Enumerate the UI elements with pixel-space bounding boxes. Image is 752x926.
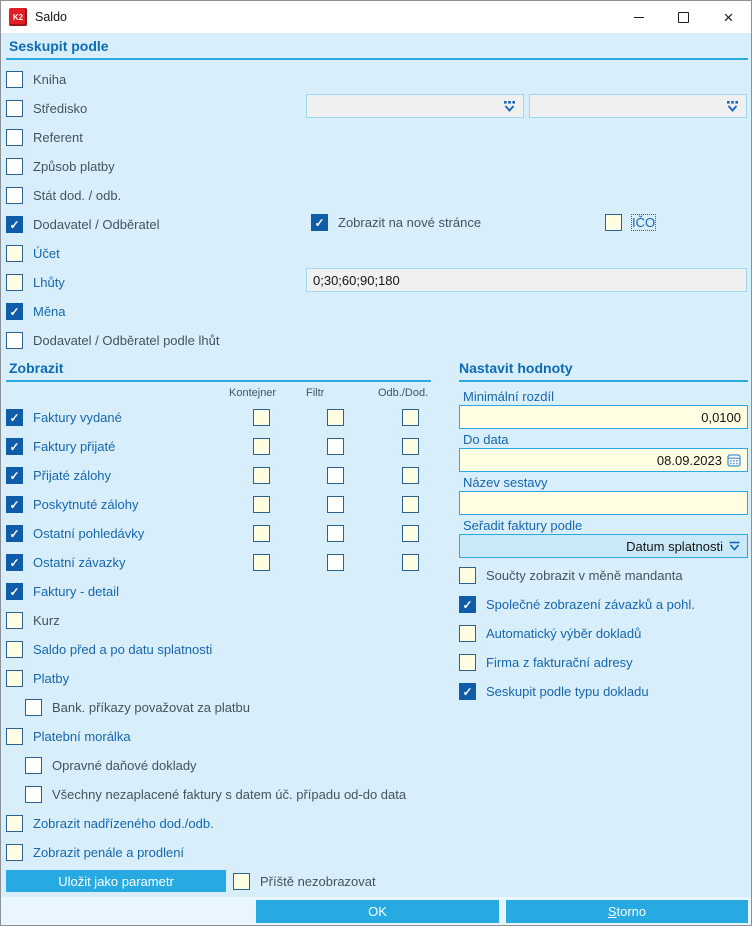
checkbox[interactable] <box>6 158 23 175</box>
checkbox-label[interactable]: IČO <box>632 215 656 230</box>
checkbox[interactable] <box>25 699 42 716</box>
checkbox-filtr[interactable] <box>327 409 344 426</box>
checkbox-label[interactable]: Faktury přijaté <box>33 439 116 454</box>
checkbox-label[interactable]: Opravné daňové doklady <box>52 758 197 773</box>
checkbox-label[interactable]: Referent <box>33 130 83 145</box>
checkbox[interactable] <box>459 654 476 671</box>
checkbox-kontejner[interactable] <box>253 409 270 426</box>
checkbox[interactable] <box>6 525 23 542</box>
checkbox[interactable] <box>6 332 23 349</box>
ellipsis-dropdown-icon[interactable] <box>502 100 517 113</box>
checkbox-label[interactable]: Způsob platby <box>33 159 115 174</box>
min-diff-value: 0,0100 <box>701 409 741 425</box>
lhuty-input[interactable] <box>306 268 747 292</box>
storno-label: Storno <box>607 904 647 919</box>
checkbox-label[interactable]: Dodavatel / Odběratel podle lhůt <box>33 333 220 348</box>
section-divider <box>459 380 748 382</box>
zobrazit-row-12[interactable] <box>1 751 431 780</box>
checkbox[interactable] <box>6 274 23 291</box>
checkbox[interactable] <box>459 683 476 700</box>
checkbox-label[interactable]: Platební morálka <box>33 729 131 744</box>
to-date-value: 08.09.2023 <box>656 452 722 468</box>
zobrazit-row-0[interactable] <box>1 403 431 432</box>
checkbox-kontejner[interactable] <box>253 525 270 542</box>
column-header-kontejner: Kontejner <box>229 387 277 399</box>
checkbox-label[interactable]: Měna <box>33 304 66 319</box>
checkbox-label[interactable]: Dodavatel / Odběratel <box>33 217 160 232</box>
label-sort-by: Seřadit faktury podle <box>463 518 583 533</box>
section-divider <box>6 380 431 382</box>
zobrazit-row-5[interactable] <box>1 548 431 577</box>
zobrazit-row-11[interactable] <box>1 722 431 751</box>
checkbox[interactable] <box>6 100 23 117</box>
checkbox[interactable] <box>6 467 23 484</box>
checkbox-label[interactable]: Ostatní závazky <box>33 555 126 570</box>
checkbox-kontejner[interactable] <box>253 554 270 571</box>
storno-button[interactable] <box>506 900 748 923</box>
nastavit-check-row-4[interactable] <box>454 677 748 706</box>
checkbox-row-new-page[interactable] <box>306 208 481 237</box>
checkbox-filtr[interactable] <box>327 438 344 455</box>
checkbox[interactable] <box>233 873 250 890</box>
zobrazit-row-9[interactable] <box>1 664 431 693</box>
checkbox[interactable] <box>6 303 23 320</box>
save-as-parameter-button[interactable] <box>6 870 226 892</box>
to-date-input[interactable] <box>459 448 748 472</box>
zobrazit-row-14[interactable] <box>1 809 431 838</box>
stredisko-dropdown-2[interactable] <box>529 94 747 118</box>
checkbox-odbdod[interactable] <box>402 438 419 455</box>
checkbox-filtr[interactable] <box>327 467 344 484</box>
zobrazit-row-13[interactable] <box>1 780 431 809</box>
k2-logo-icon: K2 <box>9 8 27 26</box>
checkbox-label[interactable]: Faktury - detail <box>33 584 119 599</box>
checkbox[interactable] <box>6 583 23 600</box>
window-title: Saldo <box>35 10 67 24</box>
min-diff-input[interactable] <box>459 405 748 429</box>
checkbox-label[interactable]: Společné zobrazení závazků a pohl. <box>486 597 695 612</box>
sort-by-value: Datum splatnosti <box>626 538 723 554</box>
checkbox[interactable] <box>6 496 23 513</box>
stredisko-dropdown-1[interactable] <box>306 94 524 118</box>
group-by-row-4[interactable] <box>1 181 431 210</box>
checkbox[interactable] <box>6 187 23 204</box>
section-title-nastavit: Nastavit hodnoty <box>459 360 573 376</box>
checkbox-filtr[interactable] <box>327 496 344 513</box>
ok-label: OK <box>368 904 387 919</box>
sort-dropdown-icon[interactable] <box>728 541 741 552</box>
titlebar <box>1 1 751 33</box>
checkbox[interactable] <box>459 567 476 584</box>
zobrazit-row-4[interactable] <box>1 519 431 548</box>
checkbox-odbdod[interactable] <box>402 496 419 513</box>
maximize-icon <box>678 12 689 23</box>
checkbox-label[interactable]: Platby <box>33 671 70 686</box>
checkbox[interactable] <box>6 129 23 146</box>
ellipsis-dropdown-icon[interactable] <box>725 100 740 113</box>
checkbox-row-ico[interactable] <box>600 208 655 237</box>
checkbox-label[interactable]: Poskytnuté zálohy <box>33 497 139 512</box>
group-by-row-0[interactable] <box>1 65 431 94</box>
checkbox-label[interactable]: Přijaté zálohy <box>33 468 112 483</box>
zobrazit-row-3[interactable] <box>1 490 431 519</box>
checkbox-odbdod[interactable] <box>402 554 419 571</box>
checkbox-label[interactable]: Automatický výběr dokladů <box>486 626 642 641</box>
checkbox[interactable] <box>6 844 23 861</box>
checkbox-label[interactable]: Saldo před a po datu splatnosti <box>33 642 213 657</box>
checkbox-label[interactable]: Lhůty <box>33 275 65 290</box>
zobrazit-row-8[interactable] <box>1 635 431 664</box>
checkbox-odbdod[interactable] <box>402 409 419 426</box>
checkbox-label[interactable]: Součty zobrazit v měně mandanta <box>486 568 683 583</box>
checkbox[interactable] <box>6 245 23 262</box>
zobrazit-list <box>1 403 431 867</box>
checkbox-label[interactable]: Příště nezobrazovat <box>260 874 376 889</box>
checkbox[interactable] <box>6 216 23 233</box>
group-by-row-2[interactable] <box>1 123 431 152</box>
checkbox[interactable] <box>6 670 23 687</box>
section-title-group-by: Seskupit podle <box>9 38 109 54</box>
checkbox[interactable] <box>25 786 42 803</box>
section-title-zobrazit: Zobrazit <box>9 360 64 376</box>
checkbox-label[interactable]: Kniha <box>33 72 67 87</box>
section-divider <box>6 58 748 60</box>
close-button[interactable] <box>706 1 751 33</box>
checkbox-kontejner[interactable] <box>253 438 270 455</box>
group-by-row-3[interactable] <box>1 152 431 181</box>
checkbox[interactable] <box>6 728 23 745</box>
checkbox-label[interactable]: Stát dod. / odb. <box>33 188 122 203</box>
label-report-name: Název sestavy <box>463 475 548 490</box>
minimize-button[interactable] <box>616 1 661 33</box>
window-controls <box>616 1 751 33</box>
group-by-row-8[interactable] <box>1 297 431 326</box>
checkbox[interactable] <box>311 214 328 231</box>
checkbox-label[interactable]: Kurz <box>33 613 60 628</box>
label-to-date: Do data <box>463 432 509 447</box>
nastavit-checks-list <box>454 561 748 706</box>
nastavit-check-row-1[interactable] <box>454 590 748 619</box>
checkbox-filtr[interactable] <box>327 525 344 542</box>
checkbox[interactable] <box>6 71 23 88</box>
calendar-icon[interactable] <box>727 453 741 467</box>
label-min-diff: Minimální rozdíl <box>463 389 555 404</box>
checkbox[interactable] <box>6 409 23 426</box>
checkbox[interactable] <box>459 596 476 613</box>
zobrazit-row-15[interactable] <box>1 838 431 867</box>
checkbox-odbdod[interactable] <box>402 525 419 542</box>
ok-button[interactable] <box>256 900 499 923</box>
column-header-filtr: Filtr <box>306 387 325 399</box>
checkbox[interactable] <box>25 757 42 774</box>
checkbox-label[interactable]: Všechny nezaplacené faktury s datem úč. případu od-do data <box>52 787 407 802</box>
zobrazit-row-6[interactable] <box>1 577 431 606</box>
checkbox-label[interactable]: Ostatní pohledávky <box>33 526 145 541</box>
group-by-row-6[interactable] <box>1 239 431 268</box>
minimize-icon <box>634 17 644 18</box>
report-name-input[interactable] <box>459 491 748 515</box>
lhuty-value: 0;30;60;90;180 <box>313 272 400 288</box>
checkbox-kontejner[interactable] <box>253 496 270 513</box>
zobrazit-row-1[interactable] <box>1 432 431 461</box>
save-as-parameter-label: Uložit jako parametr <box>58 873 174 889</box>
maximize-button[interactable] <box>661 1 706 33</box>
checkbox-label[interactable]: Zobrazit penále a prodlení <box>33 845 185 860</box>
checkbox[interactable] <box>605 214 622 231</box>
checkbox-label[interactable]: Středisko <box>33 101 88 116</box>
nastavit-check-row-3[interactable] <box>454 648 748 677</box>
checkbox[interactable] <box>6 612 23 629</box>
checkbox-odbdod[interactable] <box>402 467 419 484</box>
zobrazit-row-10[interactable] <box>1 693 431 722</box>
nastavit-check-row-2[interactable] <box>454 619 748 648</box>
checkbox-label[interactable]: Bank. příkazy považovat za platbu <box>52 700 251 715</box>
checkbox[interactable] <box>459 625 476 642</box>
checkbox-label[interactable]: Faktury vydané <box>33 410 122 425</box>
checkbox[interactable] <box>6 554 23 571</box>
group-by-row-9[interactable] <box>1 326 431 355</box>
checkbox[interactable] <box>6 641 23 658</box>
checkbox-row-dont-show[interactable] <box>228 867 376 896</box>
checkbox-kontejner[interactable] <box>253 467 270 484</box>
checkbox-label[interactable]: Firma z fakturační adresy <box>486 655 633 670</box>
nastavit-check-row-0[interactable] <box>454 561 748 590</box>
checkbox-filtr[interactable] <box>327 554 344 571</box>
checkbox-label[interactable]: Zobrazit na nové stránce <box>338 215 482 230</box>
sort-by-dropdown[interactable] <box>459 534 748 558</box>
checkbox-label[interactable]: Účet <box>33 246 60 261</box>
zobrazit-row-2[interactable] <box>1 461 431 490</box>
checkbox-label[interactable]: Seskupit podle typu dokladu <box>486 684 649 699</box>
checkbox[interactable] <box>6 815 23 832</box>
checkbox-label[interactable]: Zobrazit nadřízeného dod./odb. <box>33 816 214 831</box>
close-icon: × <box>723 7 734 27</box>
checkbox[interactable] <box>6 438 23 455</box>
zobrazit-row-7[interactable] <box>1 606 431 635</box>
column-header-odbdod: Odb./Dod. <box>378 387 429 399</box>
